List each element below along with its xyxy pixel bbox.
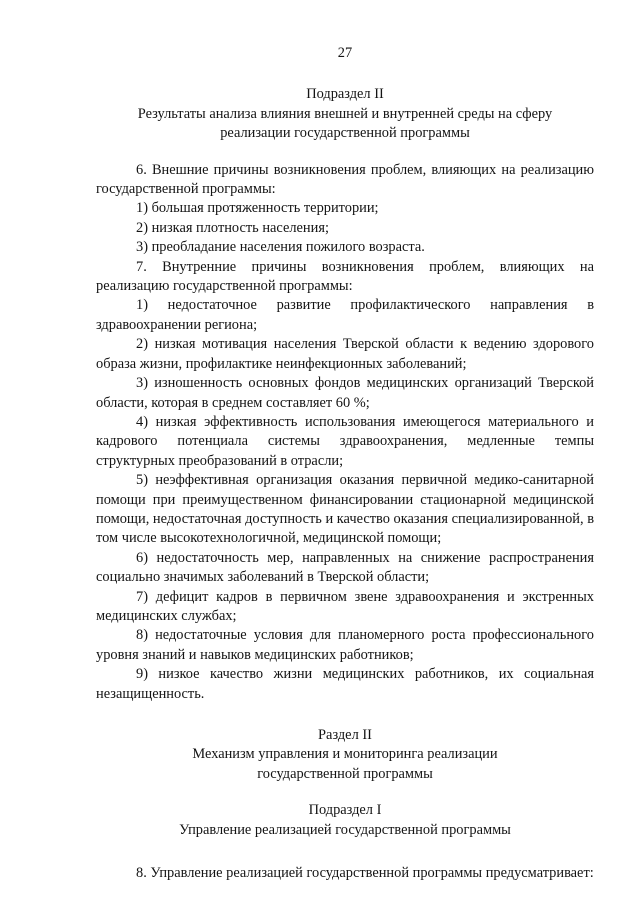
subsection-heading-line-2: реализации государственной программы xyxy=(220,125,470,142)
paragraph-6-item-1: 1) большая протяженность территории; xyxy=(136,200,379,217)
section-heading-line-1: Механизм управления и мониторинга реализации xyxy=(192,746,498,763)
paragraph-6-item-3: 3) преобладание населения пожилого возраста. xyxy=(136,239,425,256)
paragraph-7-item-1: 1) недостаточное развитие профилактического направления в здравоохранении региона; xyxy=(96,297,594,333)
subsection-2-heading: Управление реализацией государственной программы xyxy=(179,821,511,838)
paragraph-7-item-3: 3) изношенность основных фондов медицинских организаций Тверской области, которая в среднем составляет 60 %; xyxy=(96,375,594,411)
paragraph-7-item-6: 6) недостаточность мер, направленных на снижение распространения социально значимых заболеваний в Тверской области; xyxy=(96,549,594,586)
paragraph-6-intro: 6. Внешние причины возникновения проблем, влияющих на реализацию государственной программы: xyxy=(96,161,594,198)
page-number: 27 xyxy=(337,45,353,61)
paragraph-7-item-4: 4) низкая эффективность использования имеющегося материального и кадрового потенциала системы здравоохранения, медленные темпы структурных преобразований в отрасли; xyxy=(96,413,594,469)
subsection-heading-line-1: Результаты анализа влияния внешней и внутренней среды на сферу xyxy=(137,105,553,122)
section-title: Раздел II xyxy=(318,727,372,743)
paragraph-6-item-2: 2) низкая плотность населения; xyxy=(136,219,329,236)
section-heading-line-2: государственной программы xyxy=(257,765,433,782)
paragraph-8: 8. Управление реализацией государственной программы предусматривает: xyxy=(136,865,594,882)
paragraph-7-item-9: 9) низкое качество жизни медицинских работников, их социальная незащищенность. xyxy=(96,666,594,702)
paragraph-7-item-8: 8) недостаточные условия для планомерного роста профессионального уровня знаний и навыков медицинских работников; xyxy=(96,627,594,663)
paragraph-7-item-5: 5) неэффективная организация оказания первичной медико-санитарной помощи при преимущественном финансировании стационарной медицинской помощи, недостаточная доступность и качество оказания специализированной, в том числе высокотехнологичной, медицинской помощи; xyxy=(96,472,594,547)
paragraph-7-item-7: 7) дефицит кадров в первичном звене здравоохранения и экстренных медицинских службах; xyxy=(96,588,594,624)
subsection-title: Подраздел II xyxy=(306,86,384,103)
paragraph-7-item-2: 2) низкая мотивация населения Тверской области к ведению здорового образа жизни, профилактике неинфекционных заболеваний; xyxy=(96,336,594,372)
subsection-2-title: Подраздел I xyxy=(308,802,382,819)
paragraph-7-intro: 7. Внутренние причины возникновения проблем, влияющих на реализацию государственной программы: xyxy=(96,258,594,295)
